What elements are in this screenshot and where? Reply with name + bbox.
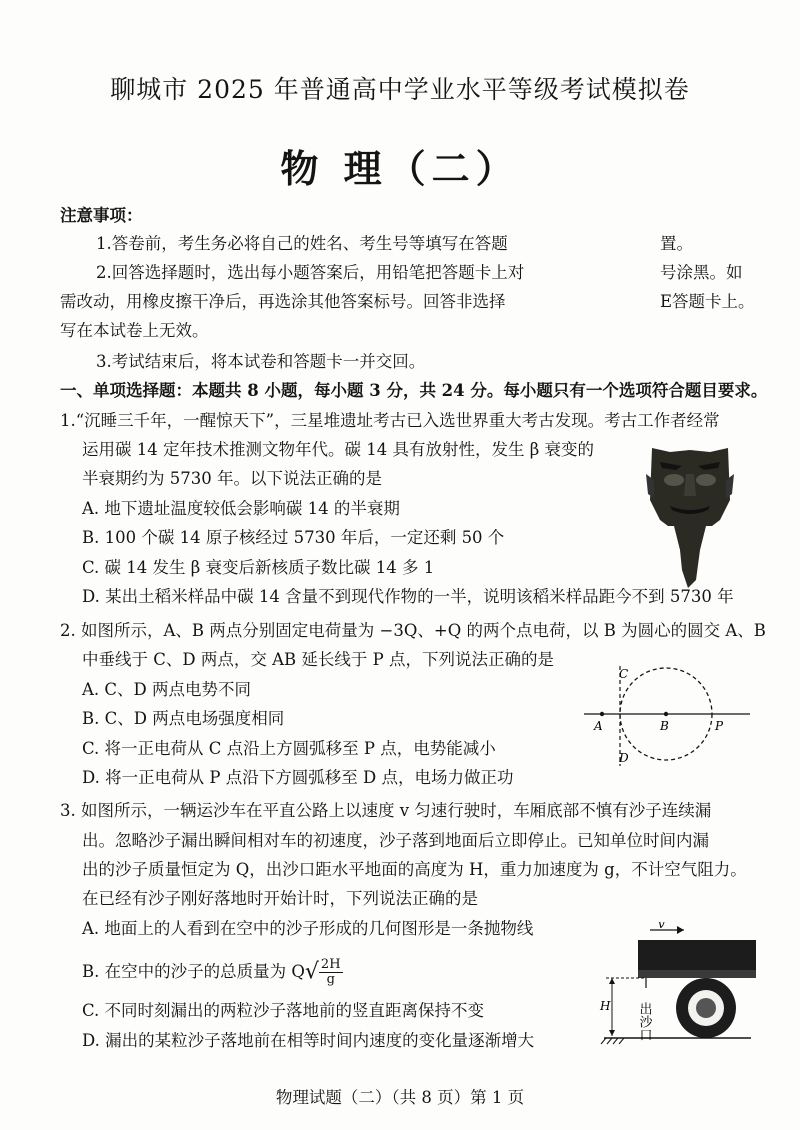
- q1-option-a: A. 地下遗址温度较低会影响碳 14 的半衰期: [82, 499, 400, 518]
- q1-line-3: 半衰期约为 5730 年。以下说法正确的是: [82, 469, 382, 488]
- notice-item-2a: 2.回答选择题时，选出每小题答案后，用铅笔把答题卡上对: [96, 263, 525, 282]
- label-b: B: [660, 719, 669, 733]
- charge-circle-diagram: [580, 662, 760, 772]
- q3-line-4: 在已经有沙子刚好落地时开始计时，下列说法正确的是: [82, 889, 478, 908]
- label-h: H: [600, 999, 611, 1013]
- sqrt-fraction: [319, 958, 343, 987]
- notice-item-2b-tail: E答题卡上。: [660, 292, 755, 311]
- label-p: P: [715, 719, 724, 733]
- q2-option-d: D. 将一正电荷从 P 点沿下方圆弧移至 D 点，电场力做正功: [82, 768, 514, 787]
- q2-option-c: C. 将一正电荷从 C 点沿上方圆弧移至 P 点，电势能减小: [82, 739, 496, 758]
- point-a: [600, 712, 604, 716]
- q1-option-d: D. 某出土稻米样品中碳 14 含量不到现代作物的一半，说明该稻米样品距今不到 5730 年: [82, 587, 734, 606]
- q2-option-a: A. C、D 两点电势不同: [82, 680, 252, 699]
- notice-item-1: 1.答卷前，考生务必将自己的姓名、考生号等填写在答题: [96, 234, 508, 253]
- q3-line-1: 3. 如图所示，一辆运沙车在平直公路上以速度 v 匀速行驶时，车厢底部不慎有沙子连续漏: [60, 801, 712, 820]
- notice-item-2c: 写在本试卷上无效。: [60, 321, 209, 340]
- page-footer: 物理试题（二）（共 8 页）第 1 页: [275, 1088, 525, 1107]
- q2-option-b: B. C、D 两点电场强度相同: [82, 709, 285, 728]
- bronze-mask-image: [640, 440, 740, 590]
- sand-truck-diagram: [596, 922, 756, 1047]
- q2-line-1: 2. 如图所示，A、B 两点分别固定电荷量为 −3Q、+Q 的两个点电荷，以 B 为圆心的圆交 A、B: [60, 621, 766, 640]
- fraction-numerator: 2H: [320, 957, 341, 972]
- notice-item-3: 3.考试结束后，将本试卷和答题卡一并交回。: [96, 352, 426, 371]
- fraction-denominator: g: [326, 972, 335, 987]
- q1-line-2: 运用碳 14 定年技术推测文物年代。碳 14 具有放射性，发生 β 衰变的: [82, 440, 594, 459]
- q3-option-d: D. 漏出的某粒沙子落地前在相等时间内速度的变化量逐渐增大: [82, 1031, 535, 1050]
- label-a: A: [594, 719, 603, 733]
- q1-option-c: C. 碳 14 发生 β 衰变后新核质子数比碳 14 多 1: [82, 558, 435, 577]
- notice-item-1-tail: 置。: [660, 234, 693, 253]
- q1-line-1: 1.“沉睡三千年，一醒惊天下”，三星堆遗址考古已入选世界重大考古发现。考古工作者经常: [60, 411, 720, 430]
- q2-line-2: 中垂线于 C、D 两点，交 AB 延长线于 P 点，下列说法正确的是: [82, 650, 554, 669]
- label-v: v: [658, 922, 665, 931]
- q3-line-2: 出。忽略沙子漏出瞬间相对车的初速度，沙子落到地面后立即停止。已知单位时间内漏: [82, 831, 709, 850]
- q3-option-a: A. 地面上的人看到在空中的沙子形成的几何图形是一条抛物线: [82, 919, 534, 938]
- point-b: [664, 712, 668, 716]
- section-heading: 一、单项选择题：本题共 8 小题，每小题 3 分，共 24 分。每小题只有一个选项符合题目要求。: [60, 381, 768, 400]
- label-sand-outlet: 出沙口: [636, 1002, 652, 1041]
- q3-line-3: 出的沙子质量恒定为 Q，出沙口距水平地面的高度为 H，重力加速度为 g，不计空气阻力。: [82, 860, 747, 879]
- notice-item-2b: 需改动，用橡皮擦干净后，再选涂其他答案标号。回答非选择: [60, 292, 506, 311]
- q3-option-b: B. 在空中的沙子的总质量为 Q√ $\frac{2H}{g}$: [82, 957, 341, 987]
- notice-heading: 注意事项：: [60, 206, 143, 225]
- label-c: C: [619, 667, 629, 681]
- q3-option-c: C. 不同时刻漏出的两粒沙子落地前的竖直距离保持不变: [82, 1001, 485, 1020]
- truck-body: [638, 940, 756, 970]
- notice-item-2a-tail: 号涂黑。如: [660, 263, 743, 282]
- subject-title: 物 理（二）: [280, 146, 520, 191]
- exam-title: 聊城市 2025 年普通高中学业水平等级考试模拟卷: [110, 75, 690, 104]
- q3-option-b-text: B. 在空中的沙子的总质量为 Q: [82, 962, 305, 981]
- label-d: D: [619, 751, 629, 765]
- q1-option-b: B. 100 个碳 14 原子核经过 5730 年后，一定还剩 50 个: [82, 528, 505, 547]
